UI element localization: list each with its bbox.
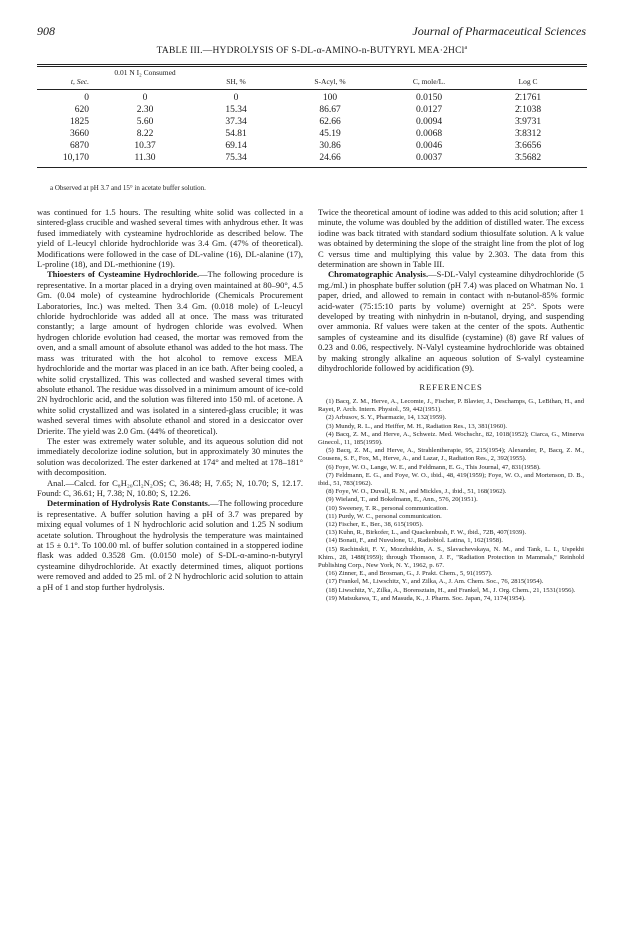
table-cell: 69.14 bbox=[225, 141, 247, 151]
col-header-conc: C, mole/L. bbox=[412, 77, 446, 86]
table-cell: 8.22 bbox=[136, 129, 154, 139]
reference-item: (19) Matsukawa, T., and Masuda, K., J. Pharm. Soc. Japan, 74, 1174(1954). bbox=[326, 594, 526, 602]
table-cell: 37.34 bbox=[225, 117, 247, 127]
reference-item: (1) Bacq, Z. M., Herve, A., Lecomte, J., Fischer, P. Blavier, J., Deschamps, G., LeBihan, H., and Rayet, P. Arch. Intern. Physiol., 59, 442(1951). bbox=[318, 397, 584, 414]
reference-item: (10) Sweeney, T. R., personal communication. bbox=[326, 504, 449, 512]
reference-item: (6) Foye, W. O., Lange, W. E., and Feldmann, E. G., This Journal, 47, 831(1958). bbox=[326, 463, 541, 471]
analysis-line: Anal.—Calcd. for C₈H₂₀Cl₂N₂OS; C, 36.48; H, 7.65; N, 10.70; S, 12.17. Found: C, 36.61; H, 7.38; N, 10.80; S, 12.26. bbox=[37, 477, 303, 498]
table-cell: 0.0094 bbox=[415, 117, 443, 127]
table-cell: 86.67 bbox=[319, 105, 341, 115]
table-cell: 10,170 bbox=[62, 153, 89, 163]
table-cell: 0 bbox=[233, 93, 239, 103]
table-cell: 11.30 bbox=[134, 153, 156, 163]
table-cell: 1825 bbox=[70, 117, 89, 127]
table-cell: 2̄.1038 bbox=[514, 105, 542, 115]
col-header-sacyl: S-Acyl, % bbox=[314, 77, 346, 86]
table-cell: 3660 bbox=[70, 129, 89, 139]
reference-item: (2) Arbusov, S. Y., Pharmazie, 14, 132(1959). bbox=[326, 414, 447, 422]
table-cell: 15.34 bbox=[225, 105, 247, 115]
reference-item: (15) Rachinskii, F. Y., Mozzhukhin, A. S., Slavachevskaya, N. M., and Tank, L. I., Uspekhi Khim., 28, 1488(1959); through Thomson, J. F., "Radiation Protection in Mammals," Reinhold Publishing Corp., New York, N. Y., 1962, p. 67. bbox=[318, 545, 584, 569]
table-cell: 24.66 bbox=[319, 153, 341, 163]
reference-item: (18) Liwschitz, Y., Zilka, A., Borensztain, H., and Frankel, M., J. Org. Chem., 21, 1531(1956). bbox=[326, 586, 576, 594]
section-heading: Determination of Hydrolysis Rate Constants. bbox=[47, 498, 210, 509]
table-cell: 0.0046 bbox=[415, 141, 443, 151]
table-row bbox=[37, 104, 587, 116]
table-row bbox=[37, 128, 587, 140]
reference-item: (14) Bonati, F., and Nuvulone, U., Radiobiol. Latina, 1, 162(1958). bbox=[326, 537, 503, 545]
references-list bbox=[318, 398, 584, 603]
paragraph: Thioesters of Cysteamine Hydrochloride.—The following procedure is representative. In a mortar placed in a drying oven maintained at 80–90°, 4.5 Gm. (0.04 mole) of cysteamine hydrochloride (Chemicals Procurement Laboratories, Inc.) was melted. Then 3.4 Gm. (0.018 mole) of L-leucyl chloride hydrochloride was added all at once. The mass was triturated constantly; a large amount of hydrogen chloride was evolved. When hydrogen chloride evolution had ceased, the mortar was removed from the oven, and a small amount of absolute ethanol was added to the hot mass. The mass was triturated with the hot alcohol to remove excess MEA hydrochloride and the mortar was placed in an ice bath. After being cooled, a white solid crystallized. This was collected and washed several times with absolute ethanol. The residue was dissolved in a minimum amount of ice-cold 2N hydrochloric acid, and the solution was filtered into 150 ml. of acetone. A white solid crystallized and was isolated in a sintered-glass crucible; it was washed several times with absolute ethanol and stored in a desiccator over Drierite. The yield was 2.0 Gm. (44% of theoretical). bbox=[37, 269, 303, 436]
table-cell: 0.0150 bbox=[415, 93, 443, 103]
table-cell: 3̄.5682 bbox=[514, 153, 542, 163]
data-table bbox=[37, 64, 587, 168]
table-cell: 0.0037 bbox=[415, 153, 443, 163]
table-cell: 5.60 bbox=[136, 117, 154, 127]
table-cell: 0 bbox=[142, 93, 148, 103]
paragraph: Chromatographic Analysis.—S-DL-Valyl cysteamine dihydrochloride (5 mg./ml.) in phosphate buffer solution (pH 7.4) was placed on Whatman No. 1 paper, dried, and allowed to remain in contact with n-butanol-85% formic acid-water (75:15:10 parts by volume) overnight at 25°. Spots were developed by treating with ninhydrin in n-butanol, drying, and suspending over ammonia. Rf values were taken at the center of the spots. Authentic samples of cysteamine and its disulfide (cystamine) (8) gave Rf values of 0.23 and 0.06, respectively. N-Valyl cysteamine hydrochloride was obtained by making strongly alkaline an aqueous solution of S-valyl cysteamine dihydrochloride followed by acidification (9). bbox=[318, 269, 584, 374]
table-cell: 3̄.6656 bbox=[514, 141, 542, 151]
table-header-row bbox=[37, 67, 587, 88]
paragraph: The ester was extremely water soluble, and its aqueous solution did not immediately decolorize iodine solution, but in approximately 30 minutes the solution was decolorized. The ester darkened at 174° and melted at 178–181° with decomposition. bbox=[37, 435, 303, 478]
section-heading: Chromatographic Analysis. bbox=[328, 269, 429, 280]
table-rule-top bbox=[37, 64, 587, 65]
reference-item: (3) Mundy, R. L., and Heiffer, M. H., Radiation Res., 13, 381(1960). bbox=[326, 422, 508, 430]
table-row bbox=[37, 90, 587, 104]
reference-item: (7) Feldmann, E. G., and Foye, W. O., ibid., 48, 419(1959); Foye, W. O., and Mortenson, D. B., ibid., 51, 783(1962). bbox=[318, 471, 584, 487]
page-number: 908 bbox=[37, 24, 55, 38]
table-cell: 3̄.9731 bbox=[514, 117, 542, 127]
references-heading: REFERENCES bbox=[419, 381, 483, 392]
table-row bbox=[37, 140, 587, 152]
table-cell: 75.34 bbox=[225, 153, 247, 163]
journal-title: Journal of Pharmaceutical Sciences bbox=[412, 24, 586, 38]
table-body bbox=[37, 90, 587, 164]
table-cell: 54.81 bbox=[225, 129, 247, 139]
table-cell: 3̄.8312 bbox=[514, 129, 542, 139]
paragraph: Twice the theoretical amount of iodine was added to this acid solution; after 1 minute, the volume was doubled by the addition of distilled water. The excess iodine was back titrated with standard sodium thiosulfate solution. A k value was obtained by determining the slope of the straight line from the plot of log C versus time and multiplying this value by 2.303. The data from this determination are shown in Table III. bbox=[318, 207, 584, 270]
table-cell: 0.0068 bbox=[415, 129, 443, 139]
reference-item: (16) Zinner, E., and Brosman, G., J. Prakt. Chem., 5, 91(1957). bbox=[326, 570, 493, 578]
table-cell: 62.66 bbox=[319, 117, 341, 127]
table-cell: 6870 bbox=[70, 141, 89, 151]
reference-item: (11) Purdy, W. C., personal communication. bbox=[326, 512, 442, 520]
reference-item: (4) Bacq, Z. M., and Herve, A., Schweiz. Med. Wochschr., 82, 1018(1952); Ciarca, G., Minerva Ginecol., 11, 185(1959). bbox=[318, 430, 584, 446]
reference-item: (13) Kuhn, R., Birkofer, L., and Quackenbush, F. W., ibid., 72B, 407(1939). bbox=[326, 529, 527, 537]
table-row bbox=[37, 116, 587, 128]
table-cell: 10.37 bbox=[134, 141, 156, 151]
col-header-iodine: 0.01 N I₂ Consumed bbox=[114, 68, 176, 77]
reference-item: (9) Wieland, T., and Bokelmann, E., Ann., 576, 20(1951). bbox=[326, 496, 478, 504]
col-header-time: t, Sec. bbox=[70, 77, 89, 86]
reference-item: (5) Bacq, Z. M., and Herve, A., Strahlentherapie, 95, 215(1954); Alexander, P., Bacq, Z. M., Cousens, S. F., Fox, M., Herve, A., and Lazar, J., Radiation Res., 2, 392(1955). bbox=[318, 447, 584, 463]
table-cell: 0 bbox=[84, 93, 89, 103]
table-cell: 45.19 bbox=[319, 129, 341, 139]
left-column bbox=[37, 207, 303, 592]
reference-item: (8) Foye, W. O., Duvall, R. N., and Mickles, J., ibid., 51, 168(1962). bbox=[326, 488, 507, 496]
table-cell: 30.86 bbox=[319, 141, 341, 151]
table-title: TABLE III.—HYDROLYSIS OF S-DL-α-AMINO-n-BUTYRYL MEA·2HCl$^a$ bbox=[156, 45, 468, 57]
table-footnote: a Observed at pH 3.7 and 15° in acetate buffer solution. bbox=[50, 184, 206, 192]
table-cell: 2̄.1761 bbox=[514, 93, 542, 103]
table-cell: 620 bbox=[74, 105, 89, 115]
paragraph: Determination of Hydrolysis Rate Constants.—The following procedure is representative. A buffer solution having a pH of 3.7 was prepared by mixing equal volumes of 1 N hydrochloric acid solution and 1.25 N sodium acetate solution. Throughout the hydrolysis the temperature was maintained at 15 ± 0.1°. To 100.00 ml. of buffer solution contained in a stoppered iodine flask was added 0.3528 Gm. (0.0150 mole) of S-DL-α-amino-n-butyryl cysteamine dihydrochloride. At exactly determined times, aliquot portions were removed and added to 25 ml. of 2 N hydrochloric acid solution to attain a pH of 1 and stop further hydrolysis. bbox=[37, 498, 303, 592]
table-cell: 0.0127 bbox=[415, 105, 443, 115]
table-rule-bottom bbox=[37, 167, 587, 168]
reference-item: (12) Fischer, E., Ber., 38, 615(1905). bbox=[326, 520, 424, 528]
right-column bbox=[318, 207, 584, 603]
table-cell: 100 bbox=[322, 93, 338, 103]
reference-item: (17) Frankel, M., Liwschitz, Y., and Zilka, A., J. Am. Chem. Soc., 76, 2815(1954). bbox=[326, 578, 544, 586]
table-row bbox=[37, 152, 587, 164]
table-cell: 2.30 bbox=[136, 105, 154, 115]
section-heading: Thioesters of Cysteamine Hydrochloride. bbox=[47, 269, 200, 280]
col-header-logc: Log C bbox=[518, 77, 538, 86]
col-header-sh: SH, % bbox=[226, 77, 246, 86]
paragraph: was continued for 1.5 hours. The resulting white solid was collected in a sintered-glass crucible and washed several times with anhydrous ether. It was fused immediately with cysteamine hydrochloride as described below. The yield of L-leucyl chloride hydrochloride was 3.4 Gm. (47% of theoretical). Modifications were followed in the case of DL-valine (16), DL-alanine (17), L-proline (18), and DL-methionine (19). bbox=[37, 207, 303, 270]
